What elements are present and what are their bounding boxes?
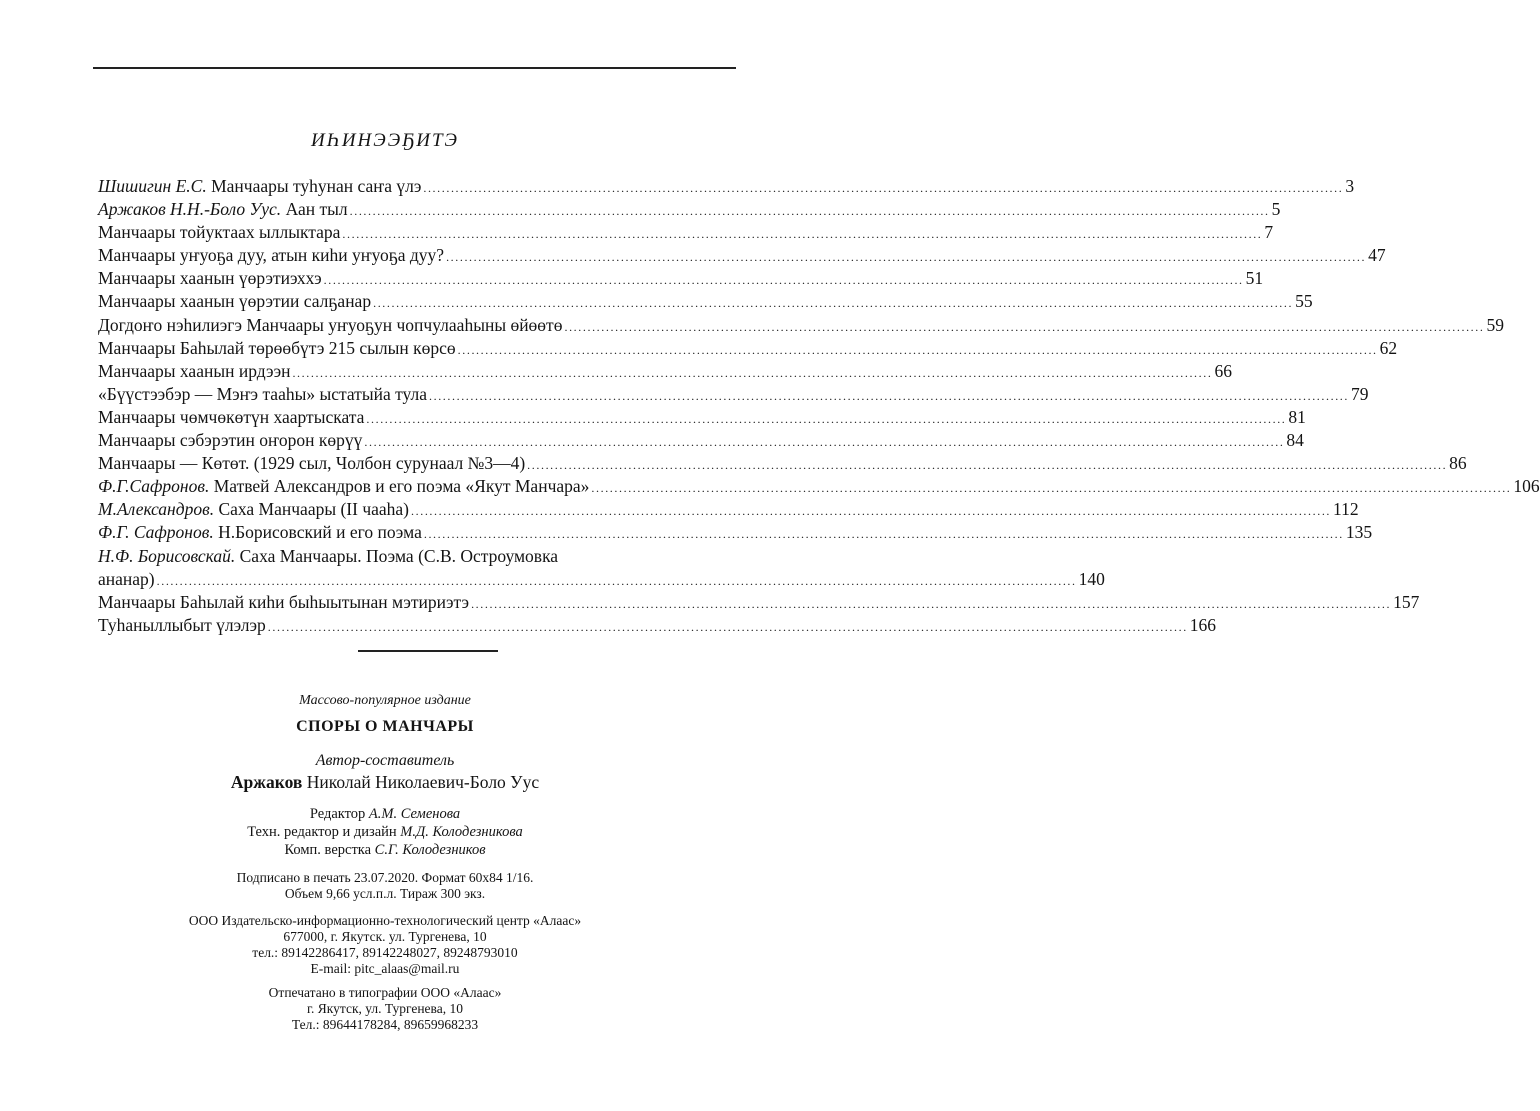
toc-dot-leader: ........................................................................................................................................................................................................ — [373, 296, 1294, 311]
editor-name: А.М. Семенова — [368, 806, 461, 822]
toc-dot-leader: ........................................................................................................................................................................................................ — [342, 227, 1263, 242]
toc-entry-page: 135 — [1345, 522, 1373, 543]
layout-label: Комп. верстка — [284, 842, 375, 858]
printer-address: г. Якутск, ул. Тургенева, 10 — [307, 1001, 463, 1016]
toc-entry-author: М.Александров. — [98, 499, 215, 520]
toc-entry-author: Ф.Г. Сафронов. — [98, 522, 214, 543]
toc-entry-author: Н.Ф. Борисовскай. — [98, 545, 236, 566]
toc-entry-page: 59 — [1486, 314, 1504, 335]
publisher-email: E-mail: pitc_alaas@mail.ru — [310, 961, 460, 976]
printer-phone: Тел.: 89644178284, 89659968233 — [291, 1017, 479, 1032]
toc-entry-title — [98, 406, 364, 429]
toc-dot-leader: ........................................................................................................................................................................................................ — [564, 319, 1485, 334]
editor-line — [0, 806, 770, 823]
print-signed-line: Подписано в печать 23.07.2020. Формат 60х84 1/16. — [236, 870, 534, 885]
toc-entry-title — [98, 244, 444, 267]
toc-entry-page: 47 — [1368, 245, 1386, 266]
layout-line — [0, 842, 770, 859]
compiler-line — [0, 772, 770, 793]
toc-entry-title — [98, 221, 340, 244]
toc-entry-author: Аржаков Н.Н.-Боло Уус. — [98, 199, 282, 220]
toc-entry-page: 81 — [1288, 406, 1306, 427]
toc-entry — [98, 452, 1467, 475]
toc-entry-text: Н.Борисовский и его поэма — [218, 522, 422, 543]
toc-entry-title — [98, 383, 427, 406]
middle-divider — [358, 650, 498, 652]
toc-entry-title — [98, 290, 371, 313]
toc-entry-title — [98, 267, 322, 290]
toc-entry — [98, 337, 1398, 360]
tech-editor-name: М.Д. Колодезникова — [400, 824, 523, 840]
toc-entry-page: 157 — [1393, 591, 1420, 612]
toc-entry-text: Туһаныллыбыт үлэлэр — [98, 614, 266, 635]
toc-entry-title — [98, 429, 362, 452]
toc-entry — [98, 314, 1504, 337]
toc-entry — [98, 475, 1540, 498]
toc-entry-text: Аан тыл — [285, 199, 348, 220]
toc-entry-text: Манчаары чөмчөкөтүн хаартыската — [98, 406, 365, 427]
toc-dot-leader: ........................................................................................................................................................................................................ — [457, 342, 1378, 357]
toc-entry-title — [98, 360, 290, 383]
compiler-name: Николай Николаевич-Боло Уус — [302, 772, 540, 792]
toc-entry-title — [98, 475, 589, 498]
toc-dot-leader: ........................................................................................................................................................................................................ — [446, 250, 1367, 265]
book-title: СПОРЫ О МАНЧАРЫ — [296, 718, 474, 735]
toc-dot-leader: ........................................................................................................................................................................................................ — [423, 527, 1344, 542]
toc-entry-page: 62 — [1379, 337, 1398, 358]
print-volume-line: Объем 9,66 усл.п.л. Тираж 300 экз. — [284, 886, 486, 901]
toc-entry-text: Саха Манчаары. Поэма (С.В. Остроумовка — [239, 545, 559, 566]
toc-dot-leader: ........................................................................................................................................................................................................ — [591, 481, 1512, 496]
toc-entry-title — [98, 198, 348, 221]
toc-entry-page: 7 — [1264, 222, 1274, 243]
edition-type: Массово-популярное издание — [299, 693, 471, 708]
tech-editor-line — [0, 824, 770, 841]
toc-entry-title — [98, 568, 155, 591]
toc-entry-author: Ф.Г.Сафронов. — [98, 476, 210, 497]
toc-dot-leader: ........................................................................................................................................................................................................ — [411, 504, 1332, 519]
toc-entry — [98, 406, 1306, 429]
toc-entry-text: Манчаары хаанын үөрэтиэххэ — [98, 268, 322, 289]
toc-dot-leader: ........................................................................................................................................................................................................ — [364, 435, 1285, 450]
toc-entry-page: 112 — [1333, 499, 1359, 520]
toc-entry-text: ананар) — [98, 568, 155, 589]
toc-entry-text: Догдоҥо нэһилиэгэ Манчаары уҥуоҕун чопчулааһыны өйөөтө — [98, 314, 563, 335]
layout-name: С.Г. Колодезников — [374, 842, 486, 858]
toc-entry-title — [98, 591, 469, 614]
compiler-surname: Аржаков — [230, 772, 303, 792]
toc-entry — [98, 175, 1355, 198]
toc-entry-text: Манчаары туһунан саҥа үлэ — [211, 176, 422, 196]
toc-entry — [98, 498, 1359, 521]
toc-entry — [98, 290, 1313, 313]
toc-entry-page: 5 — [1271, 199, 1281, 220]
toc-dot-leader: ........................................................................................................................................................................................................ — [471, 596, 1392, 611]
publisher-address: 677000, г. Якутск. ул. Тургенева, 10 — [283, 929, 487, 944]
toc-dot-leader: ........................................................................................................................................................................................................ — [423, 181, 1344, 195]
toc-entry-text: Манчаары тойуктаах ыллыктара — [98, 222, 341, 243]
toc-dot-leader: ........................................................................................................................................................................................................ — [292, 365, 1213, 380]
toc-dot-leader: ........................................................................................................................................................................................................ — [527, 458, 1448, 473]
toc-entry-text: Манчаары сэбэрэтин оҥорон көрүү — [98, 430, 363, 451]
compiler-role: Автор-составитель — [315, 752, 455, 769]
toc-dot-leader: ........................................................................................................................................................................................................ — [267, 619, 1188, 634]
toc-entry-text: Саха Манчаары (II чааһа) — [218, 499, 410, 520]
toc-entry — [98, 545, 738, 568]
toc-entry-title — [98, 314, 562, 337]
toc-entry — [98, 244, 1386, 267]
toc-dot-leader: ........................................................................................................................................................................................................ — [323, 273, 1244, 288]
toc-entry-title — [98, 614, 266, 637]
toc-entry — [98, 591, 1420, 614]
toc-dot-leader: ........................................................................................................................................................................................................ — [366, 411, 1287, 426]
publisher-phone: тел.: 89142286417, 89142248027, 89248793010 — [252, 945, 518, 960]
toc-entry-title — [98, 337, 456, 360]
toc-entry-text: Матвей Александров и его поэма «Якут Манчара» — [213, 476, 590, 497]
toc-heading: ИҺИНЭЭҔИТЭ — [311, 130, 459, 151]
toc-entry-text: Манчаары — Көтөт. (1929 сыл, Чолбон сурунаал №3—4) — [98, 453, 526, 474]
toc-entry-page: 3 — [1345, 176, 1355, 196]
toc-entry-title — [98, 498, 409, 521]
toc-entry — [98, 429, 1304, 452]
toc-entry-title — [98, 452, 525, 475]
toc-entry-title — [98, 545, 558, 568]
toc-entry-page: 79 — [1351, 383, 1369, 404]
toc-entry-page: 140 — [1078, 568, 1105, 589]
toc-entry-page: 51 — [1245, 268, 1264, 289]
tech-editor-label: Техн. редактор и дизайн — [247, 824, 401, 840]
editor-label: Редактор — [309, 806, 369, 822]
toc-entry-text: Манчаары хаанын үөрэтии салҕанар — [98, 291, 372, 312]
printer-name: Отпечатано в типографии ООО «Алаас» — [268, 985, 502, 1000]
table-of-contents — [98, 175, 1540, 637]
toc-dot-leader: ........................................................................................................................................................................................................ — [156, 573, 1077, 588]
top-divider — [93, 67, 736, 69]
toc-entry-text: Манчаары хаанын ирдээн — [98, 360, 291, 381]
toc-entry — [98, 221, 1274, 244]
toc-entry — [98, 383, 1369, 406]
toc-entry-page: 55 — [1295, 291, 1313, 312]
toc-dot-leader: ........................................................................................................................................................................................................ — [349, 204, 1270, 219]
toc-entry-text: Манчаары Баһылай төрөөбүтэ 215 сылын көрсө — [98, 337, 456, 358]
toc-entry — [98, 521, 1373, 544]
toc-entry-author: Шишигин Е.С. — [98, 176, 207, 196]
toc-entry-title — [98, 521, 422, 544]
toc-entry-page: 84 — [1286, 430, 1304, 451]
toc-entry — [98, 568, 1105, 591]
toc-entry-text: Манчаары Баһылай киһи быһыытынан мэтириэтэ — [98, 591, 470, 612]
toc-entry-page: 166 — [1189, 614, 1217, 635]
toc-dot-leader: ........................................................................................................................................................................................................ — [429, 388, 1349, 403]
toc-entry-page: 86 — [1449, 453, 1467, 474]
toc-entry — [98, 198, 1281, 221]
toc-entry — [98, 360, 1232, 383]
toc-entry-page: 106 — [1513, 476, 1540, 497]
toc-entry-text: «Бүүстээбэр — Мэҥэ тааһы» ыстатыйа тула — [98, 383, 427, 404]
toc-entry — [98, 614, 1217, 637]
toc-entry-page: 66 — [1214, 360, 1232, 381]
toc-entry-title — [98, 175, 421, 198]
toc-entry — [98, 267, 1264, 290]
toc-entry-text: Манчаары уҥуоҕа дуу, атын киһи уҥуоҕа дуу? — [98, 245, 445, 266]
publisher-name: ООО Издательско-информационно-технологический центр «Алаас» — [188, 913, 582, 928]
